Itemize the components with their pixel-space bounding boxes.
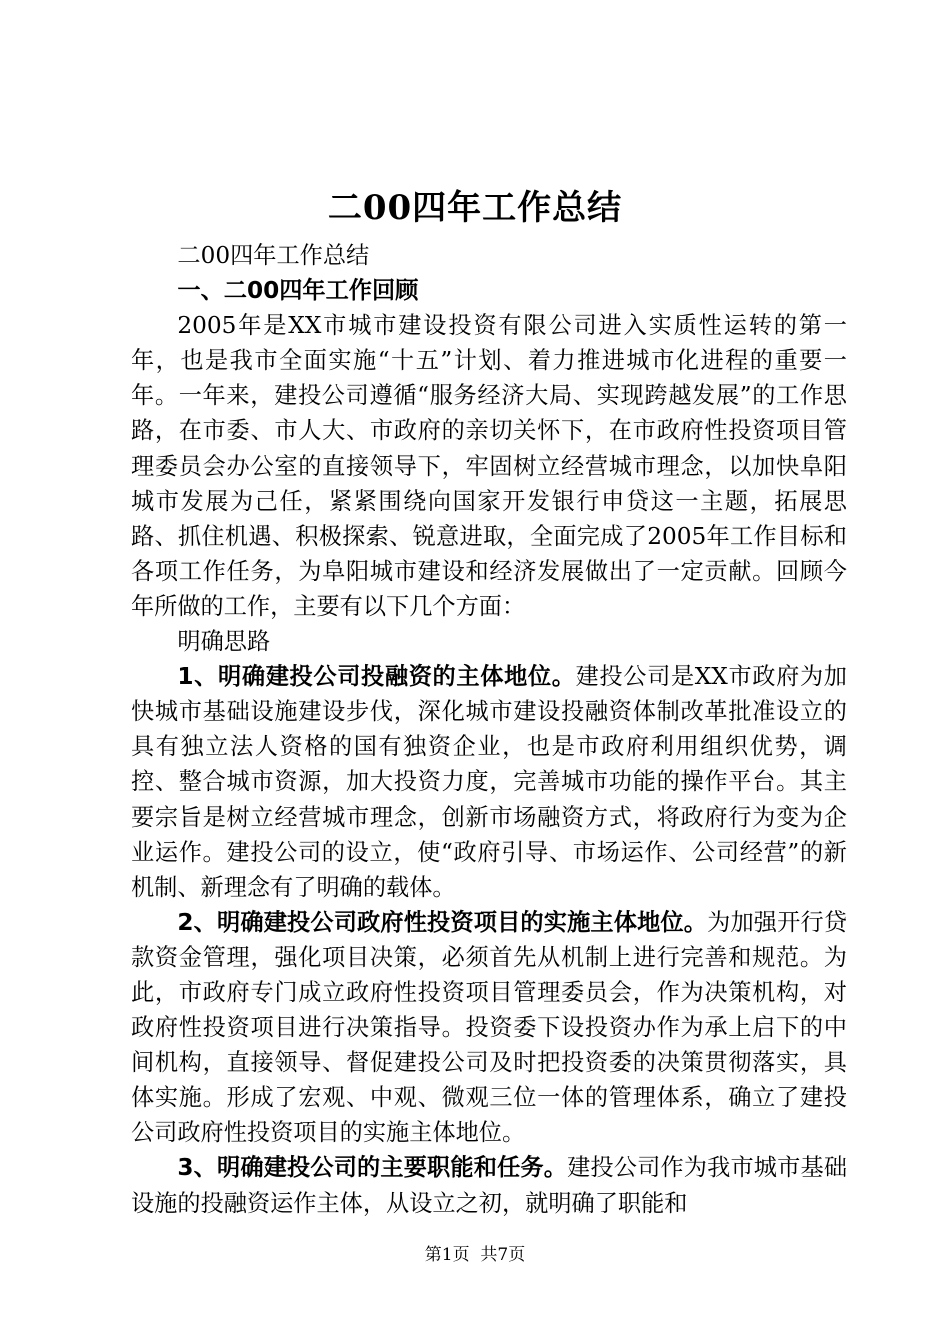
page-footer (0, 1243, 950, 1267)
list-item (131, 905, 847, 1151)
item-lead: 1、明确建投公司投融资的主体地位。 (177, 663, 576, 691)
document-body (131, 238, 847, 1221)
document-subtitle: 二00四年工作总结 (177, 242, 370, 269)
page-number: 第1页 共7页 (424, 1245, 526, 1265)
item-text: 建投公司作为我市城市基础设施的投融资运作主体，从设立之初，就明确了职能和 (131, 1154, 847, 1217)
intro-paragraph: 2005年是XX市城市建设投资有限公司进入实质性运转的第一年，也是我市全面实施“十五”计划、着力推进城市化进程的重要一年。一年来，建投公司遵循“服务经济大局、实现跨越发展”的工作思路，在市委、市人大、市政府的亲切关怀下，在市政府性投资项目管理委员会办公室的直接领导下，牢固树立经营城市理念，以加快阜阳城市发展为己任，紧紧围绕向国家开发银行申贷这一主题，拓展思路、抓住机遇、积极探索、锐意进取，全面完成了2005年工作目标和各项工作任务，为阜阳城市建设和经济发展做出了一定贡献。回顾今年所做的工作，主要有以下几个方面： (131, 312, 847, 620)
item-lead: 3、明确建投公司的主要职能和任务。 (177, 1154, 568, 1182)
item-text: 为加强开行贷款资金管理，强化项目决策，必须首先从机制上进行完善和规范。为此，市政府专门成立政府性投资项目管理委员会，作为决策机构，对政府性投资项目进行决策指导。投资委下设投资办作为承上启下的中间机构，直接领导、督促建投公司及时把投资委的决策贯彻落实，具体实施。形成了宏观、中观、微观三位一体的管理体系，确立了建投公司政府性投资项目的实施主体地位。 (131, 908, 848, 1147)
item-text: 建投公司是XX市政府为加快城市基础设施建设步伐，深化城市建设投融资体制改革批准设立的具有独立法人资格的国有独资企业，也是市政府利用组织优势，调控、整合城市资源，加大投资力度，完善城市功能的操作平台。其主要宗旨是树立经营城市理念，创新市场融资方式，将政府行为变为企业运作。建投公司的设立，使“政府引导、市场运作、公司经营”的新机制、新理念有了明确的载体。 (131, 663, 847, 901)
subsection-heading: 明确思路 (177, 628, 271, 656)
list-item (131, 659, 847, 905)
list-item (131, 1150, 847, 1220)
item-lead: 2、明确建投公司政府性投资项目的实施主体地位。 (177, 908, 708, 936)
document-title: 二00四年工作总结 (327, 188, 623, 228)
section-heading: 一、二00四年工作回顾 (177, 277, 419, 305)
